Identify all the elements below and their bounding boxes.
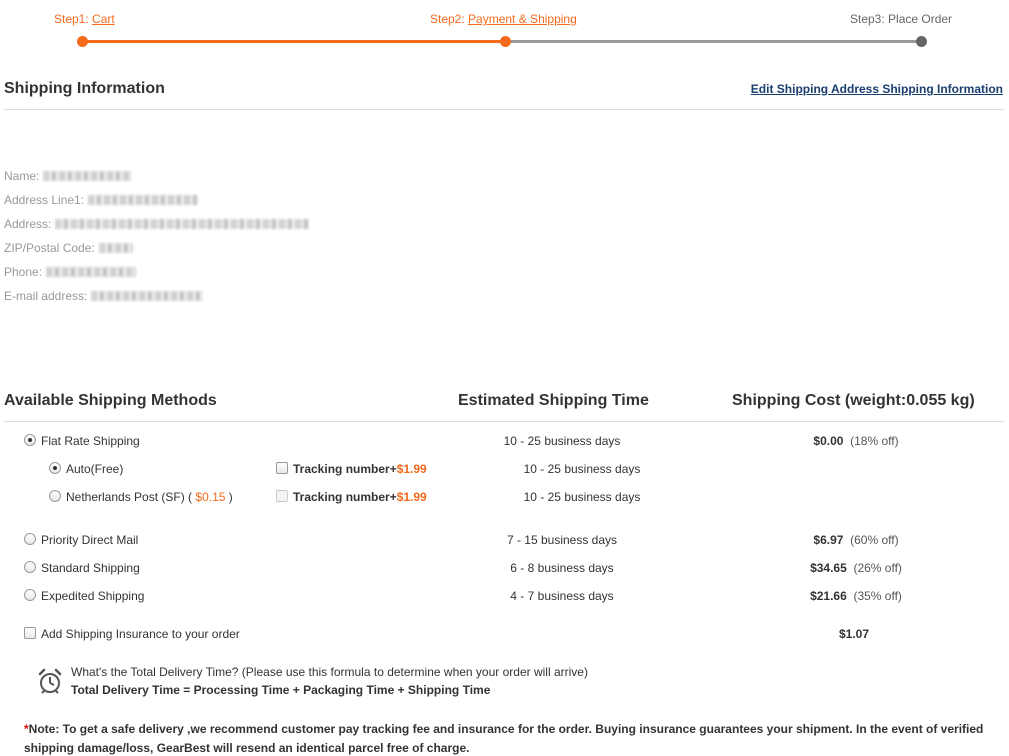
info-row-email: E-mail address : <box>4 284 309 308</box>
redacted-value <box>99 243 133 253</box>
step2-dot <box>500 36 511 47</box>
step1-cart-link[interactable]: Cart <box>92 12 115 26</box>
auto-free-label: Auto(Free) <box>66 462 124 476</box>
header-estimated-time: Estimated Shipping Time <box>458 392 649 409</box>
netherlands-post-label: Netherlands Post (SF) ( $0.15 ) <box>66 490 233 504</box>
standard-shipping-cost-cell <box>756 561 956 575</box>
redacted-value <box>43 171 131 181</box>
standard-shipping-cost: $34.65 <box>810 561 847 575</box>
auto-free-time: 10 - 25 business days <box>523 462 641 476</box>
flat-rate-radio[interactable] <box>24 434 36 446</box>
priority-direct-mail-time: 7 - 15 business days <box>506 533 618 547</box>
step1-label: Step1: Cart <box>54 12 115 26</box>
flat-rate-cost: $0.00 <box>813 434 844 448</box>
netherlands-post-tracking-checkbox[interactable] <box>276 490 288 502</box>
auto-free-tracking-checkbox[interactable] <box>276 462 288 474</box>
expedited-shipping-radio[interactable] <box>24 589 36 601</box>
redacted-value <box>88 195 198 205</box>
expedited-shipping-label: Expedited Shipping <box>41 589 145 603</box>
expedited-shipping-time: 4 - 7 business days <box>510 589 614 603</box>
tracking-price: $1.99 <box>396 490 427 504</box>
alarm-clock-icon <box>37 668 63 694</box>
step2-payment-link[interactable]: Payment & Shipping <box>468 12 577 26</box>
standard-shipping-time: 6 - 8 business days <box>510 561 614 575</box>
divider <box>4 421 1004 422</box>
standard-shipping-label: Standard Shipping <box>41 561 140 575</box>
step3-label: Step3: Place Order <box>850 12 953 26</box>
delivery-time-formula: Total Delivery Time = Processing Time + Packaging Time + Shipping Time <box>71 683 491 697</box>
standard-shipping-radio[interactable] <box>24 561 36 573</box>
stepper-progress-pending <box>506 40 922 43</box>
header-shipping-methods: Available Shipping Methods <box>4 392 217 409</box>
netherlands-post-extra-price: $0.15 <box>195 490 226 504</box>
step3-dot <box>916 36 927 47</box>
priority-direct-mail-cost: $6.97 <box>813 533 844 547</box>
expedited-shipping-cost-cell <box>756 589 956 603</box>
step2-label: Step2: Payment & Shipping <box>430 12 577 26</box>
stepper-progress-done <box>82 40 506 43</box>
delivery-time-question: What's the Total Delivery Time? (Please use this formula to determine when your order will arrive) <box>71 665 588 679</box>
redacted-value <box>55 219 309 229</box>
expedited-shipping-discount: (35% off) <box>853 589 902 603</box>
shipping-address-details <box>4 164 309 308</box>
redacted-value <box>91 291 203 301</box>
shipping-insurance-label: Add Shipping Insurance to your order <box>41 627 240 641</box>
step1-dot <box>77 36 88 47</box>
flat-rate-time: 10 - 25 business days <box>503 434 621 448</box>
info-row-name: Name : <box>4 164 309 188</box>
auto-free-radio[interactable] <box>49 462 61 474</box>
info-row-address-line1: Address Line1 : <box>4 188 309 212</box>
auto-free-tracking-label: Tracking number+$1.99 <box>293 462 427 476</box>
flat-rate-cost-cell <box>756 434 956 448</box>
priority-direct-mail-radio[interactable] <box>24 533 36 545</box>
flat-rate-label: Flat Rate Shipping <box>41 434 140 448</box>
tracking-price: $1.99 <box>396 462 427 476</box>
shipping-insurance-cost: $1.07 <box>838 627 870 641</box>
edit-shipping-address-link[interactable]: Edit Shipping Address Shipping Information <box>750 82 1003 96</box>
info-row-phone: Phone : <box>4 260 309 284</box>
netherlands-post-radio[interactable] <box>49 490 61 502</box>
header-shipping-cost: Shipping Cost (weight:0.055 kg) <box>732 392 975 409</box>
checkout-stepper <box>0 0 1009 60</box>
priority-direct-mail-label: Priority Direct Mail <box>41 533 139 547</box>
standard-shipping-discount: (26% off) <box>853 561 902 575</box>
redacted-value <box>46 267 136 277</box>
info-row-zip: ZIP/Postal Code : <box>4 236 309 260</box>
priority-direct-mail-cost-cell <box>756 533 956 547</box>
divider <box>4 109 1004 110</box>
netherlands-post-time: 10 - 25 business days <box>523 490 641 504</box>
flat-rate-discount: (18% off) <box>850 434 899 448</box>
shipping-insurance-checkbox[interactable] <box>24 627 36 639</box>
expedited-shipping-cost: $21.66 <box>810 589 847 603</box>
priority-direct-mail-discount: (60% off) <box>850 533 899 547</box>
shipping-info-title: Shipping Information <box>4 80 165 97</box>
info-row-address: Address : <box>4 212 309 236</box>
netherlands-post-tracking-label: Tracking number+$1.99 <box>293 490 427 504</box>
safe-delivery-note: *Note: To get a safe delivery ,we recommend customer pay tracking fee and insurance for the order. Buying insurance guarantees your shipment. In the event of verified shipping damage/loss, GearBest will resend an identical parcel free of charge. <box>24 722 984 755</box>
